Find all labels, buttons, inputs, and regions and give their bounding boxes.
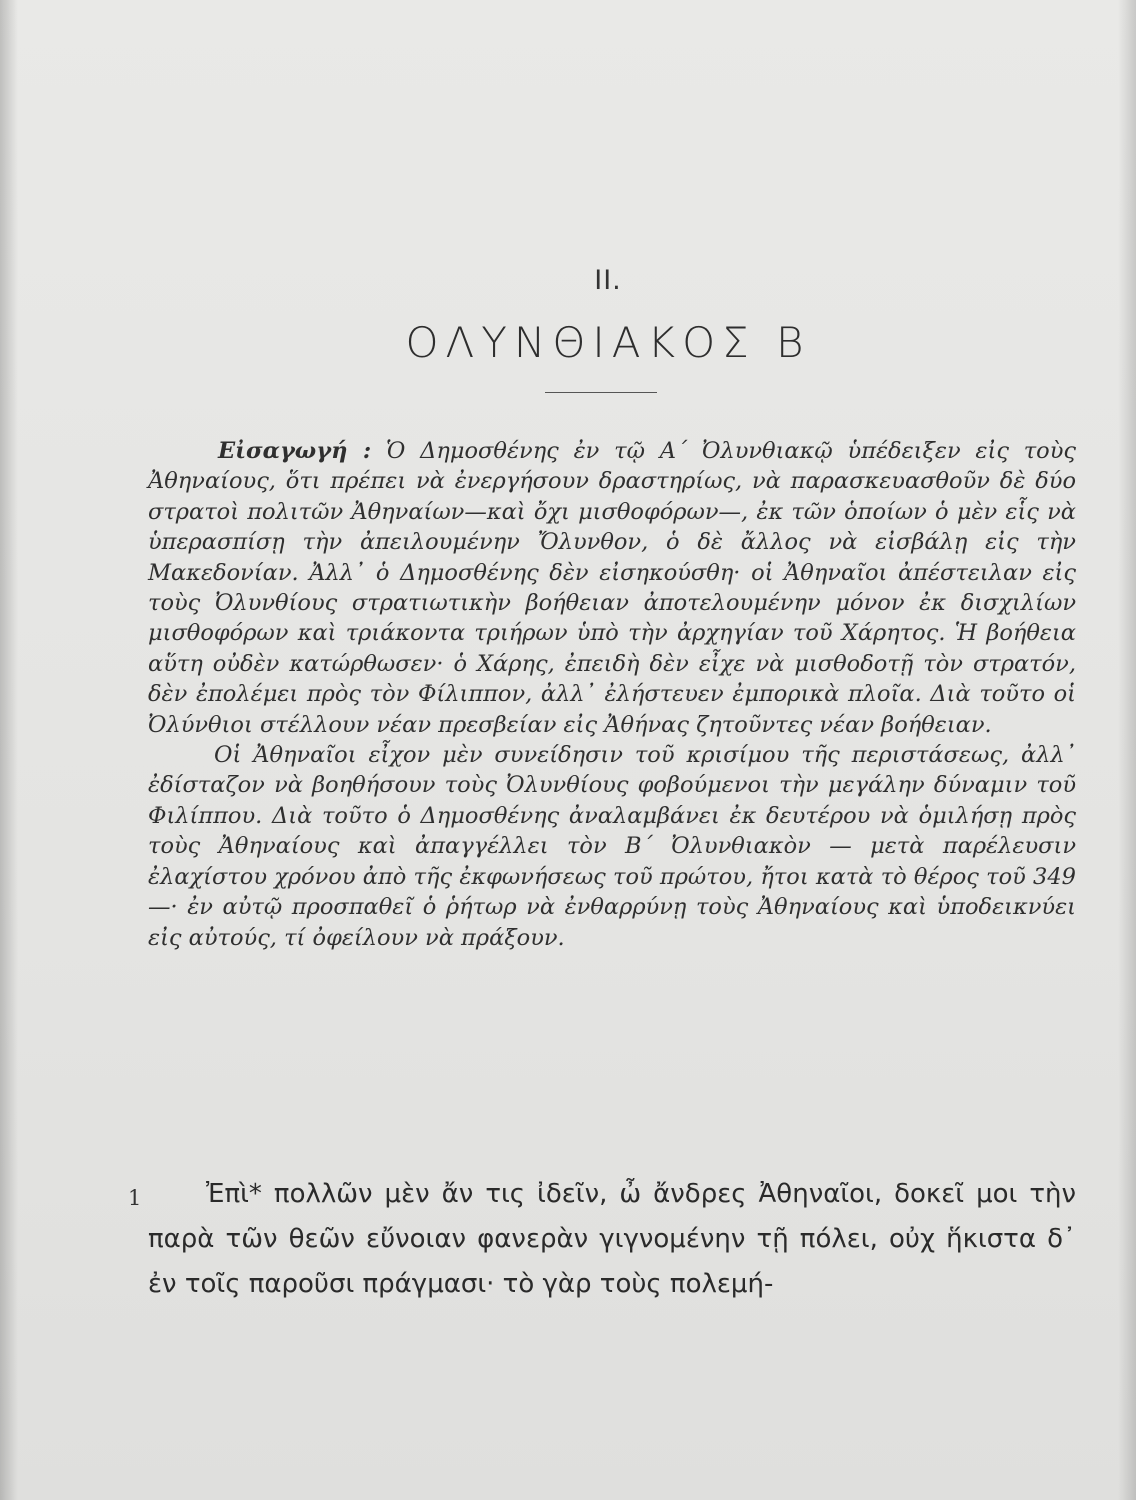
- introduction: [148, 436, 1076, 953]
- main-paragraph: [148, 1172, 1076, 1307]
- intro-paragraph-1: [148, 436, 1076, 740]
- intro-label: Εἰσαγωγή :: [218, 438, 372, 464]
- section-number: II.: [594, 265, 622, 296]
- paragraph-number: 1: [128, 1186, 142, 1210]
- page-title: ΟΛΥΝΘΙΑΚΟΣ Β: [405, 318, 811, 367]
- page-edge-shadow-left: [0, 0, 18, 1500]
- intro-paragraph-1-text: Ὁ Δημοσθένης ἐν τῷ Α΄ Ὀλυνθιακῷ ὑπέδειξεν εἰς τοὺς Ἀθηναίους, ὅτι πρέπει νὰ ἐνεργήσουν δραστηρίως, νὰ παρασκευασθοῦν δὲ δύο στρατοὶ πολιτῶν Ἀθηναίων—καὶ ὄχι μισθοφόρων—, ἐκ τῶν ὁποίων ὁ μὲν εἷς νὰ ὑπερασπίσῃ τὴν ἀπειλουμένην Ὄλυνθον, ὁ δὲ ἄλλος νὰ εἰσβάλῃ εἰς τὴν Μακεδονίαν. Ἀλλ᾽ ὁ Δημοσθένης δὲν εἰσηκούσθη· οἱ Ἀθηναῖοι ἀπέστειλαν εἰς τοὺς Ὀλυνθίους στρατιωτικὴν βοήθειαν ἀποτελουμένην μόνον ἐκ δισχιλίων μισθοφόρων καὶ τριάκοντα τριήρων ὑπὸ τὴν ἀρχηγίαν τοῦ Χάρητος. Ἡ βοήθεια αὕτη οὐδὲν κατώρθωσεν· ὁ Χάρης, ἐπειδὴ δὲν εἶχε νὰ μισθοδοτῇ τὸν στρατόν, δὲν ἐπολέμει πρὸς τὸν Φίλιππον, ἀλλ᾽ ἐλήστευεν ἐμπορικὰ πλοῖα. Διὰ τοῦτο οἱ Ὀλύνθιοι στέλλουν νέαν πρεσβείαν εἰς Ἀθήνας ζητοῦντες νέαν βοήθειαν.: [148, 438, 1076, 738]
- page-edge-shadow-right: [1118, 0, 1136, 1500]
- intro-paragraph-2: Οἱ Ἀθηναῖοι εἶχον μὲν συνείδησιν τοῦ κρισίμου τῆς περιστάσεως, ἀλλ᾽ ἐδίσταζον νὰ βοηθήσουν τοὺς Ὀλυνθίους φοβούμενοι τὴν μεγάλην δύναμιν τοῦ Φιλίππου. Διὰ τοῦτο ὁ Δημοσθένης ἀναλαμβάνει ἐκ δευτέρου νὰ ὁμιλήσῃ πρὸς τοὺς Ἀθηναίους καὶ ἀπαγγέλλει τὸν Β΄ Ὀλυνθιακὸν — μετὰ παρέλευσιν ἐλαχίστου χρόνου ἀπὸ τῆς ἐκφωνήσεως τοῦ πρώτου, ἤτοι κατὰ τὸ θέρος τοῦ 349—· ἐν αὐτῷ προσπαθεῖ ὁ ῥήτωρ νὰ ἐνθαρρύνῃ τοὺς Ἀθηναίους καὶ ὑποδεικνύει εἰς αὐτούς, τί ὀφείλουν νὰ πράξουν.: [148, 742, 1076, 951]
- main-text: [148, 1172, 1076, 1307]
- main-paragraph-text: Ἐπὶ* πολλῶν μὲν ἄν τις ἰδεῖν, ὦ ἄνδρες Ἀθηναῖοι, δοκεῖ μοι τὴν παρὰ τῶν θεῶν εὔνοιαν φανερὰν γιγνομένην τῇ πόλει, οὐχ ἥκιστα δ᾽ ἐν τοῖς παροῦσι πράγμασι· τὸ γὰρ τοὺς πολεμή-: [148, 1179, 1076, 1299]
- title-divider: [545, 392, 657, 393]
